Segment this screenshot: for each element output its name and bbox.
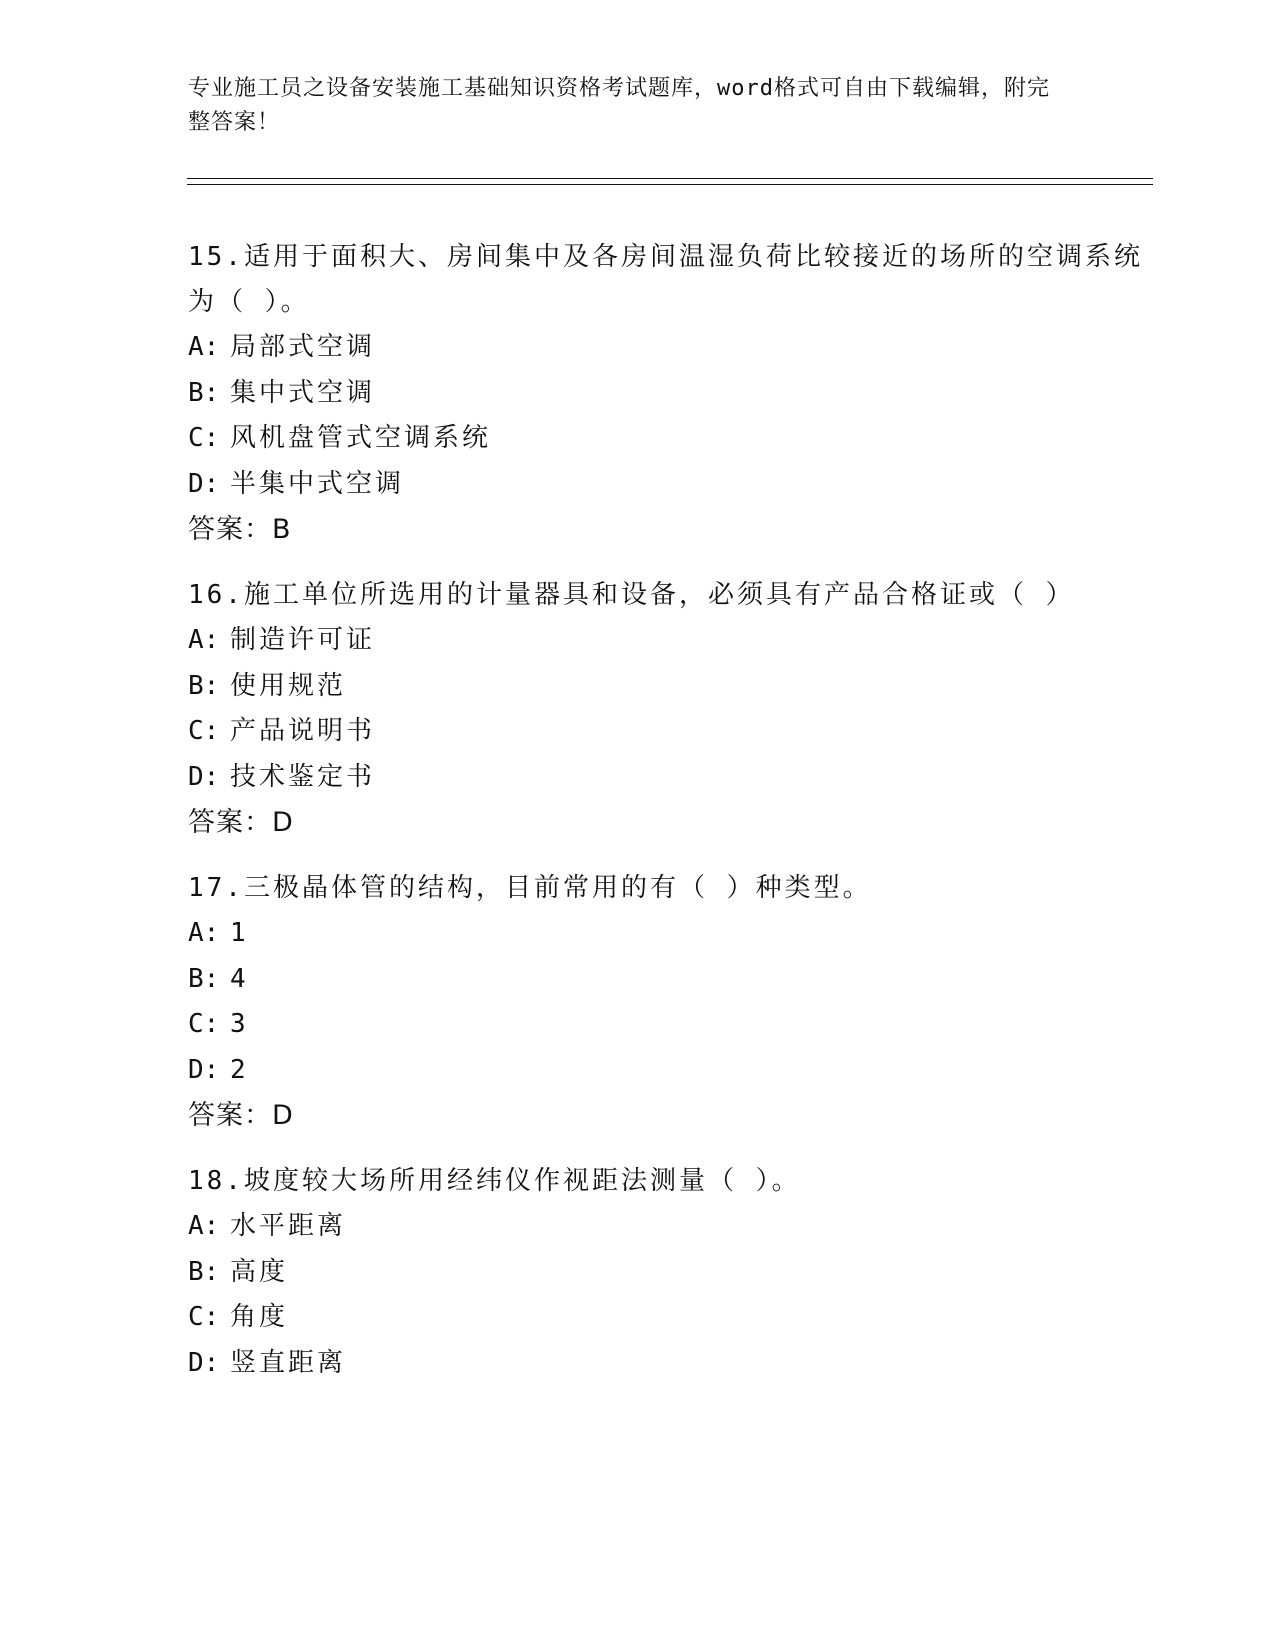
- option-a: [188, 1204, 1148, 1250]
- option-d: [188, 1341, 1148, 1387]
- answer-line: 答案：D: [188, 1100, 294, 1131]
- question-stem: 17.三极晶体管的结构，目前常用的有（ ）种类型。: [188, 873, 872, 903]
- option-text: 水平距离: [230, 1211, 347, 1241]
- option-letter: A:: [188, 625, 220, 655]
- option-a: [188, 618, 1148, 664]
- option-b: [188, 957, 1148, 1003]
- question-list: [188, 235, 1148, 1406]
- option-letter: D:: [188, 468, 220, 499]
- option-b: [188, 371, 1148, 417]
- option-text: 制造许可证: [230, 625, 376, 655]
- option-letter: A:: [188, 332, 220, 362]
- option-letter: A:: [188, 918, 220, 948]
- option-a: [188, 911, 1148, 957]
- option-text: 集中式空调: [230, 377, 376, 408]
- option-text: 使用规范: [230, 670, 347, 701]
- option-letter: D:: [188, 1054, 220, 1085]
- option-text: 3: [230, 1009, 249, 1039]
- option-letter: C:: [188, 1302, 220, 1332]
- option-letter: C:: [188, 1009, 220, 1039]
- question-17: [188, 866, 1148, 1139]
- question-stem: 18.坡度较大场所用经纬仪作视距法测量（ ）。: [188, 1166, 801, 1196]
- option-letter: B:: [188, 963, 220, 994]
- option-d: [188, 755, 1148, 801]
- question-stem: 16.施工单位所选用的计量器具和设备，必须具有产品合格证或（ ）: [188, 580, 1075, 610]
- option-letter: B:: [188, 670, 220, 701]
- option-text: 高度: [230, 1256, 289, 1287]
- option-text: 半集中式空调: [230, 468, 405, 499]
- option-letter: A:: [188, 1211, 220, 1241]
- option-text: 风机盘管式空调系统: [230, 423, 492, 453]
- option-text: 产品说明书: [230, 716, 376, 746]
- option-text: 局部式空调: [230, 332, 376, 362]
- option-letter: B:: [188, 1256, 220, 1287]
- option-text: 4: [230, 963, 249, 994]
- option-text: 竖直距离: [230, 1347, 347, 1378]
- option-letter: C:: [188, 716, 220, 746]
- option-c: [188, 1295, 1148, 1341]
- option-text: 角度: [230, 1302, 289, 1332]
- option-text: 1: [230, 918, 249, 948]
- option-d: [188, 462, 1148, 508]
- option-c: [188, 1002, 1148, 1048]
- answer-line: 答案：B: [188, 514, 292, 545]
- option-text: 2: [230, 1054, 249, 1085]
- option-d: [188, 1048, 1148, 1094]
- document-header: 专业施工员之设备安装施工基础知识资格考试题库，word格式可自由下载编辑，附完整答案！: [188, 76, 1050, 135]
- option-letter: B:: [188, 377, 220, 408]
- option-c: [188, 416, 1148, 462]
- answer-line: 答案：D: [188, 807, 294, 838]
- option-letter: D:: [188, 1347, 220, 1378]
- option-c: [188, 709, 1148, 755]
- option-letter: C:: [188, 423, 220, 453]
- option-a: [188, 325, 1148, 371]
- option-b: [188, 1250, 1148, 1296]
- question-18: [188, 1159, 1148, 1386]
- question-stem: 15.适用于面积大、房间集中及各房间温湿负荷比较接近的场所的空调系统为（ ）。: [188, 242, 1143, 317]
- option-b: [188, 664, 1148, 710]
- header-double-rule: [187, 178, 1153, 185]
- option-letter: D:: [188, 761, 220, 792]
- option-text: 技术鉴定书: [230, 761, 376, 792]
- question-15: [188, 235, 1148, 553]
- question-16: [188, 573, 1148, 846]
